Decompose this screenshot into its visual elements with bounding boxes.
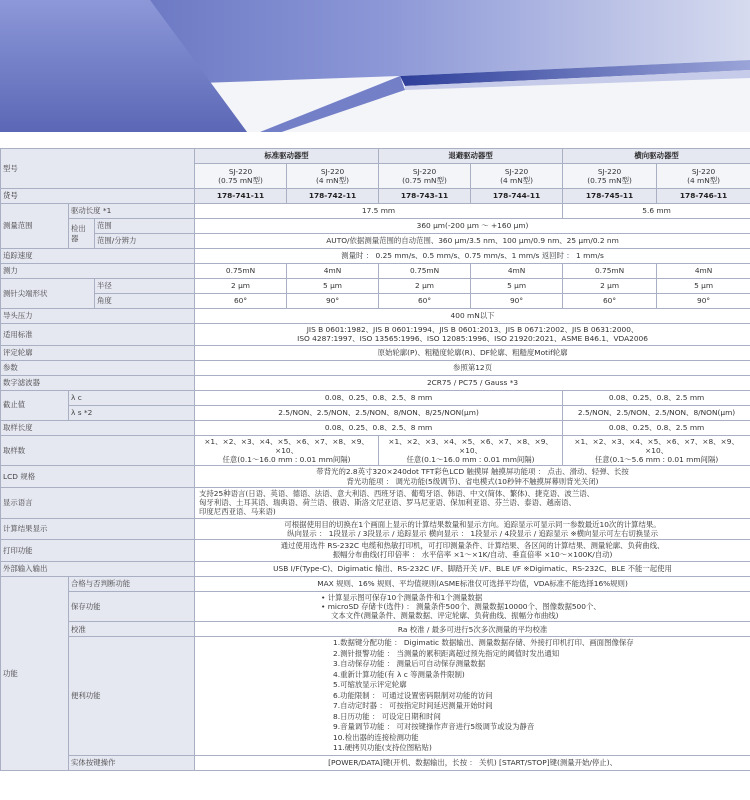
standards-line: JIS B 0601:1982、JIS B 0601:1994、JIS B 0601:2013、JIS B 0671:2002、JIS B 0631:2000、 — [306, 325, 639, 334]
convenience-label: 便利功能 — [69, 637, 195, 756]
angle-value: 60° — [379, 294, 471, 309]
radius-label: 半径 — [95, 279, 195, 294]
sample-count-line: ×1、×2、×3、×4、×5、×6、×7、×8、×9、×10、 — [204, 436, 369, 455]
sampling-length-label: 取样长度 — [1, 420, 195, 435]
lcd-line: 背光功能项 ： 调光功能(5级调节)、省电模式(10秒钟不触摸屏幕则背光关闭) — [346, 476, 599, 486]
detector-resolution-value: AUTO/依据测量范围的自动范围、360 μm/3.5 nm、100 μm/0.9 nm、25 μm/0.2 nm — [195, 234, 750, 249]
calc-display-value — [195, 518, 750, 540]
radius-value: 5 μm — [657, 279, 750, 294]
force-value: 0.75mN — [563, 264, 657, 279]
banner-graphic — [0, 0, 750, 136]
force-value: 0.75mN — [379, 264, 471, 279]
code-cell: 178-744-11 — [471, 189, 563, 204]
lcd-value — [195, 466, 750, 488]
filter-value: 2CR75 / PC75 / Gauss *3 — [195, 375, 750, 390]
group-retract: 退避驱动器型 — [379, 149, 563, 164]
code-cell: 178-746-11 — [657, 189, 750, 204]
save-label: 保存功能 — [69, 591, 195, 622]
sample-count-line: ×1、×2、×3、×4、×5、×6、×7、×8、×9、×10、 — [574, 436, 739, 455]
sample-count-line: 任意(0.1～16.0 mm : 0.01 mm间隔) — [406, 455, 535, 464]
convenience-item: 4.重新计算功能(有 λ c 等测量条件限制) — [333, 669, 465, 679]
model-label: 型号 — [1, 149, 195, 189]
parameter-label: 参数 — [1, 360, 195, 375]
sample-count-line: ×1、×2、×3、×4、×5、×6、×7、×8、×9、×10、 — [388, 436, 553, 455]
force-label: 测力 — [1, 264, 195, 279]
drive-length-value: 5.6 mm — [563, 204, 750, 219]
model-cell: SJ-220 (0.75 mN型) — [379, 164, 471, 189]
convenience-item: 10.检出器的连接检测功能 — [333, 732, 419, 742]
model-cell: SJ-220 (0.75 mN型) — [563, 164, 657, 189]
radius-value: 2 μm — [195, 279, 287, 294]
lambda-c-value: 0.08、0.25、0.8、2.5、8 mm — [195, 390, 563, 405]
radius-value: 2 μm — [379, 279, 471, 294]
calc-display-line: 纵向显示 ： 1段显示 / 3段显示 / 追踪显示 横向显示 ： 1段显示 / 4段显示 / 追踪显示 ※横向显示可左右切换显示 — [287, 528, 658, 538]
io-value: USB I/F(Type-C)、Digimatic 输出、RS-232C I/F、脚踏开关 I/F、BLE I/F ※Digimatic、RS-232C、BLE 不能一起使用 — [195, 561, 750, 576]
radius-value: 5 μm — [471, 279, 563, 294]
code-label: 货号 — [1, 189, 195, 204]
sample-count-label: 取样数 — [1, 435, 195, 466]
convenience-item: 5.可缩放显示评定轮廓 — [333, 680, 407, 690]
keys-label: 实体按键操作 — [69, 755, 195, 770]
detector-label: 检出器 — [69, 219, 95, 249]
judge-label: 合格与否判断功能 — [69, 576, 195, 591]
lambda-s-value: 2.5/NON、2.5/NON、2.5/NON、8/NON、8/25/NON(μm) — [195, 405, 563, 420]
convenience-item: 11.硬拷贝功能(支持位图粘贴) — [333, 743, 432, 753]
convenience-item: 1.数据键分配功能 ： Digimatic 数据输出、测量数据存储、外接打印机打印、画面图像保存 — [333, 638, 634, 648]
code-cell: 178-741-11 — [195, 189, 287, 204]
calc-display-label: 计算结果显示 — [1, 518, 195, 540]
force-value: 4mN — [471, 264, 563, 279]
parameter-value: 参照第12页 — [195, 360, 750, 375]
force-value: 0.75mN — [195, 264, 287, 279]
language-line: 印度尼西亚语、马来语) — [199, 507, 276, 517]
radius-value: 5 μm — [287, 279, 379, 294]
print-value — [195, 540, 750, 562]
sample-count-value — [379, 435, 563, 466]
tip-shape-label: 测针尖端形状 — [1, 279, 95, 309]
calibration-value: Ra 校准 / 最多可进行5次多次测量的平均校准 — [195, 622, 750, 637]
profile-label: 评定轮廓 — [1, 345, 195, 360]
group-transverse: 横向驱动器型 — [563, 149, 750, 164]
speed-label: 追踪速度 — [1, 249, 195, 264]
convenience-list — [195, 637, 750, 756]
language-label: 显示语言 — [1, 487, 195, 518]
guide-pressure-label: 导头压力 — [1, 309, 195, 324]
detector-range-value: 360 μm(-200 μm ～ +160 μm) — [195, 219, 750, 234]
range-label: 测量范围 — [1, 204, 69, 249]
angle-label: 角度 — [95, 294, 195, 309]
code-cell: 178-742-11 — [287, 189, 379, 204]
model-cell: SJ-220 (4 mN型) — [471, 164, 563, 189]
print-label: 打印功能 — [1, 540, 195, 562]
lcd-line: 带背光的2.8英寸320×240dot TFT彩色LCD 触摸屏 触摸屏功能项 ： 点击、滑动、轻弹、长按 — [316, 467, 629, 477]
model-cell: SJ-220 (4 mN型) — [657, 164, 750, 189]
standards-value — [195, 324, 750, 346]
io-label: 外部输入输出 — [1, 561, 195, 576]
cutoff-label: 截止值 — [1, 390, 69, 420]
force-value: 4mN — [287, 264, 379, 279]
code-cell: 178-743-11 — [379, 189, 471, 204]
lambda-s-label: λ s *2 — [69, 405, 195, 420]
keys-value: [POWER/DATA]键(开机、数据输出，长按 ： 关机) [START/STOP]键(测量开始/停止)、 — [195, 755, 750, 770]
sample-count-line: 任意(0.1～16.0 mm : 0.01 mm间隔) — [222, 455, 351, 464]
save-line: • microSD 存储卡(选件) ： 测量条件500个、测量数据10000个、图像数据500个、 — [321, 601, 601, 611]
sample-count-value — [195, 435, 379, 466]
sampling-length-value: 0.08、0.25、0.8、2.5 mm — [563, 420, 750, 435]
convenience-item: 7.自动定时器 ： 可按指定时间延迟测量开始时间 — [333, 701, 493, 711]
sampling-length-value: 0.08、0.25、0.8、2.5、8 mm — [195, 420, 563, 435]
drive-length-value: 17.5 mm — [195, 204, 563, 219]
convenience-item: 2.测针报警功能 ： 当测量的累积距离超过预先指定的阈值时发出通知 — [333, 648, 560, 658]
save-line: 文本文件(测量条件、测量数据、评定轮廓、负荷曲线、振幅分布曲线) — [331, 611, 559, 620]
filter-label: 数字滤波器 — [1, 375, 195, 390]
angle-value: 90° — [657, 294, 750, 309]
language-line: 匈牙利语、土耳其语、瑞典语、荷兰语、俄语、斯洛文尼亚语、罗马尼亚语、保加利亚语、芬兰语、泰语、越南语、 — [199, 498, 576, 507]
radius-value: 2 μm — [563, 279, 657, 294]
drive-length-label: 驱动长度 *1 — [69, 204, 195, 219]
convenience-item: 6.功能限制 ： 可通过设置密码限制对功能的访问 — [333, 690, 493, 700]
lambda-c-label: λ c — [69, 390, 195, 405]
force-value: 4mN — [657, 264, 750, 279]
standards-label: 适用标准 — [1, 324, 195, 346]
save-line: • 计算显示图可保存10个测量条件和1个测量数据 — [321, 592, 483, 602]
detector-resolution-label: 范围/分辨力 — [95, 234, 195, 249]
model-cell: SJ-220 (4 mN型) — [287, 164, 379, 189]
model-cell: SJ-220 (0.75 mN型) — [195, 164, 287, 189]
angle-value: 90° — [471, 294, 563, 309]
language-value — [195, 487, 750, 518]
profile-value: 原始轮廓(P)、粗糙度轮廓(R)、DF轮廓、粗糙度Motif轮廓 — [195, 345, 750, 360]
spec-table — [0, 148, 750, 771]
standards-line: ISO 4287:1997、ISO 13565:1996、ISO 12085:1996、ISO 21920:2021、ASME B46.1、VDA2006 — [297, 334, 648, 344]
save-value — [195, 591, 750, 622]
lcd-label: LCD 规格 — [1, 466, 195, 488]
sample-count-line: 任意(0.1～5.6 mm : 0.01 mm间隔) — [594, 455, 719, 464]
detector-range-label: 范围 — [95, 219, 195, 234]
convenience-item: 9.音量调节功能 ： 可对按键操作声音进行5级调节或设为静音 — [333, 722, 535, 732]
lambda-s-value: 2.5/NON、2.5/NON、2.5/NON、8/NON(μm) — [563, 405, 750, 420]
print-line: 通过使用选件 RS-232C 电缆和热敏打印机，可打印测量条件、计算结果、各区间的计算结果、测量轮廓、负荷曲线、 — [280, 541, 665, 550]
guide-pressure-value: 400 mN以下 — [195, 309, 750, 324]
lambda-c-value: 0.08、0.25、0.8、2.5 mm — [563, 390, 750, 405]
convenience-item: 3.自动保存功能 ： 测量后可自动保存测量数据 — [333, 659, 486, 669]
convenience-item: 8.日历功能 ： 可设定日期和时间 — [333, 711, 441, 721]
angle-value: 60° — [195, 294, 287, 309]
judge-value: MAX 规则、16% 规则、平均值规则(ASME标准仅可选择平均值，VDA标准不能选择16%规则) — [195, 576, 750, 591]
header-banner-image — [0, 0, 750, 136]
code-cell: 178-745-11 — [563, 189, 657, 204]
speed-value: 测量时 ： 0.25 mm/s、0.5 mm/s、0.75 mm/s、1 mm/s 返回时 ： 1 mm/s — [195, 249, 750, 264]
print-line: 振幅分布曲线(打印倍率 ： 水平倍率 ×1～×1K/自动、垂直倍率 ×10～×100K/自动) — [332, 550, 613, 560]
function-label: 功能 — [1, 576, 69, 770]
language-line: 支持25种语言(日语、英语、德语、法语、意大利语、西班牙语、葡萄牙语、韩语、中文(简体、繁体)、捷克语、波兰语、 — [199, 488, 594, 498]
angle-value: 90° — [287, 294, 379, 309]
calc-display-line: 可根据使用目的切换在1个画面上显示的计算结果数量和显示方向。追踪显示可显示同一参数最近10次的计算结果。 — [284, 519, 661, 529]
calibration-label: 校准 — [69, 622, 195, 637]
sample-count-value — [563, 435, 750, 466]
group-standard: 标准驱动器型 — [195, 149, 379, 164]
angle-value: 60° — [563, 294, 657, 309]
